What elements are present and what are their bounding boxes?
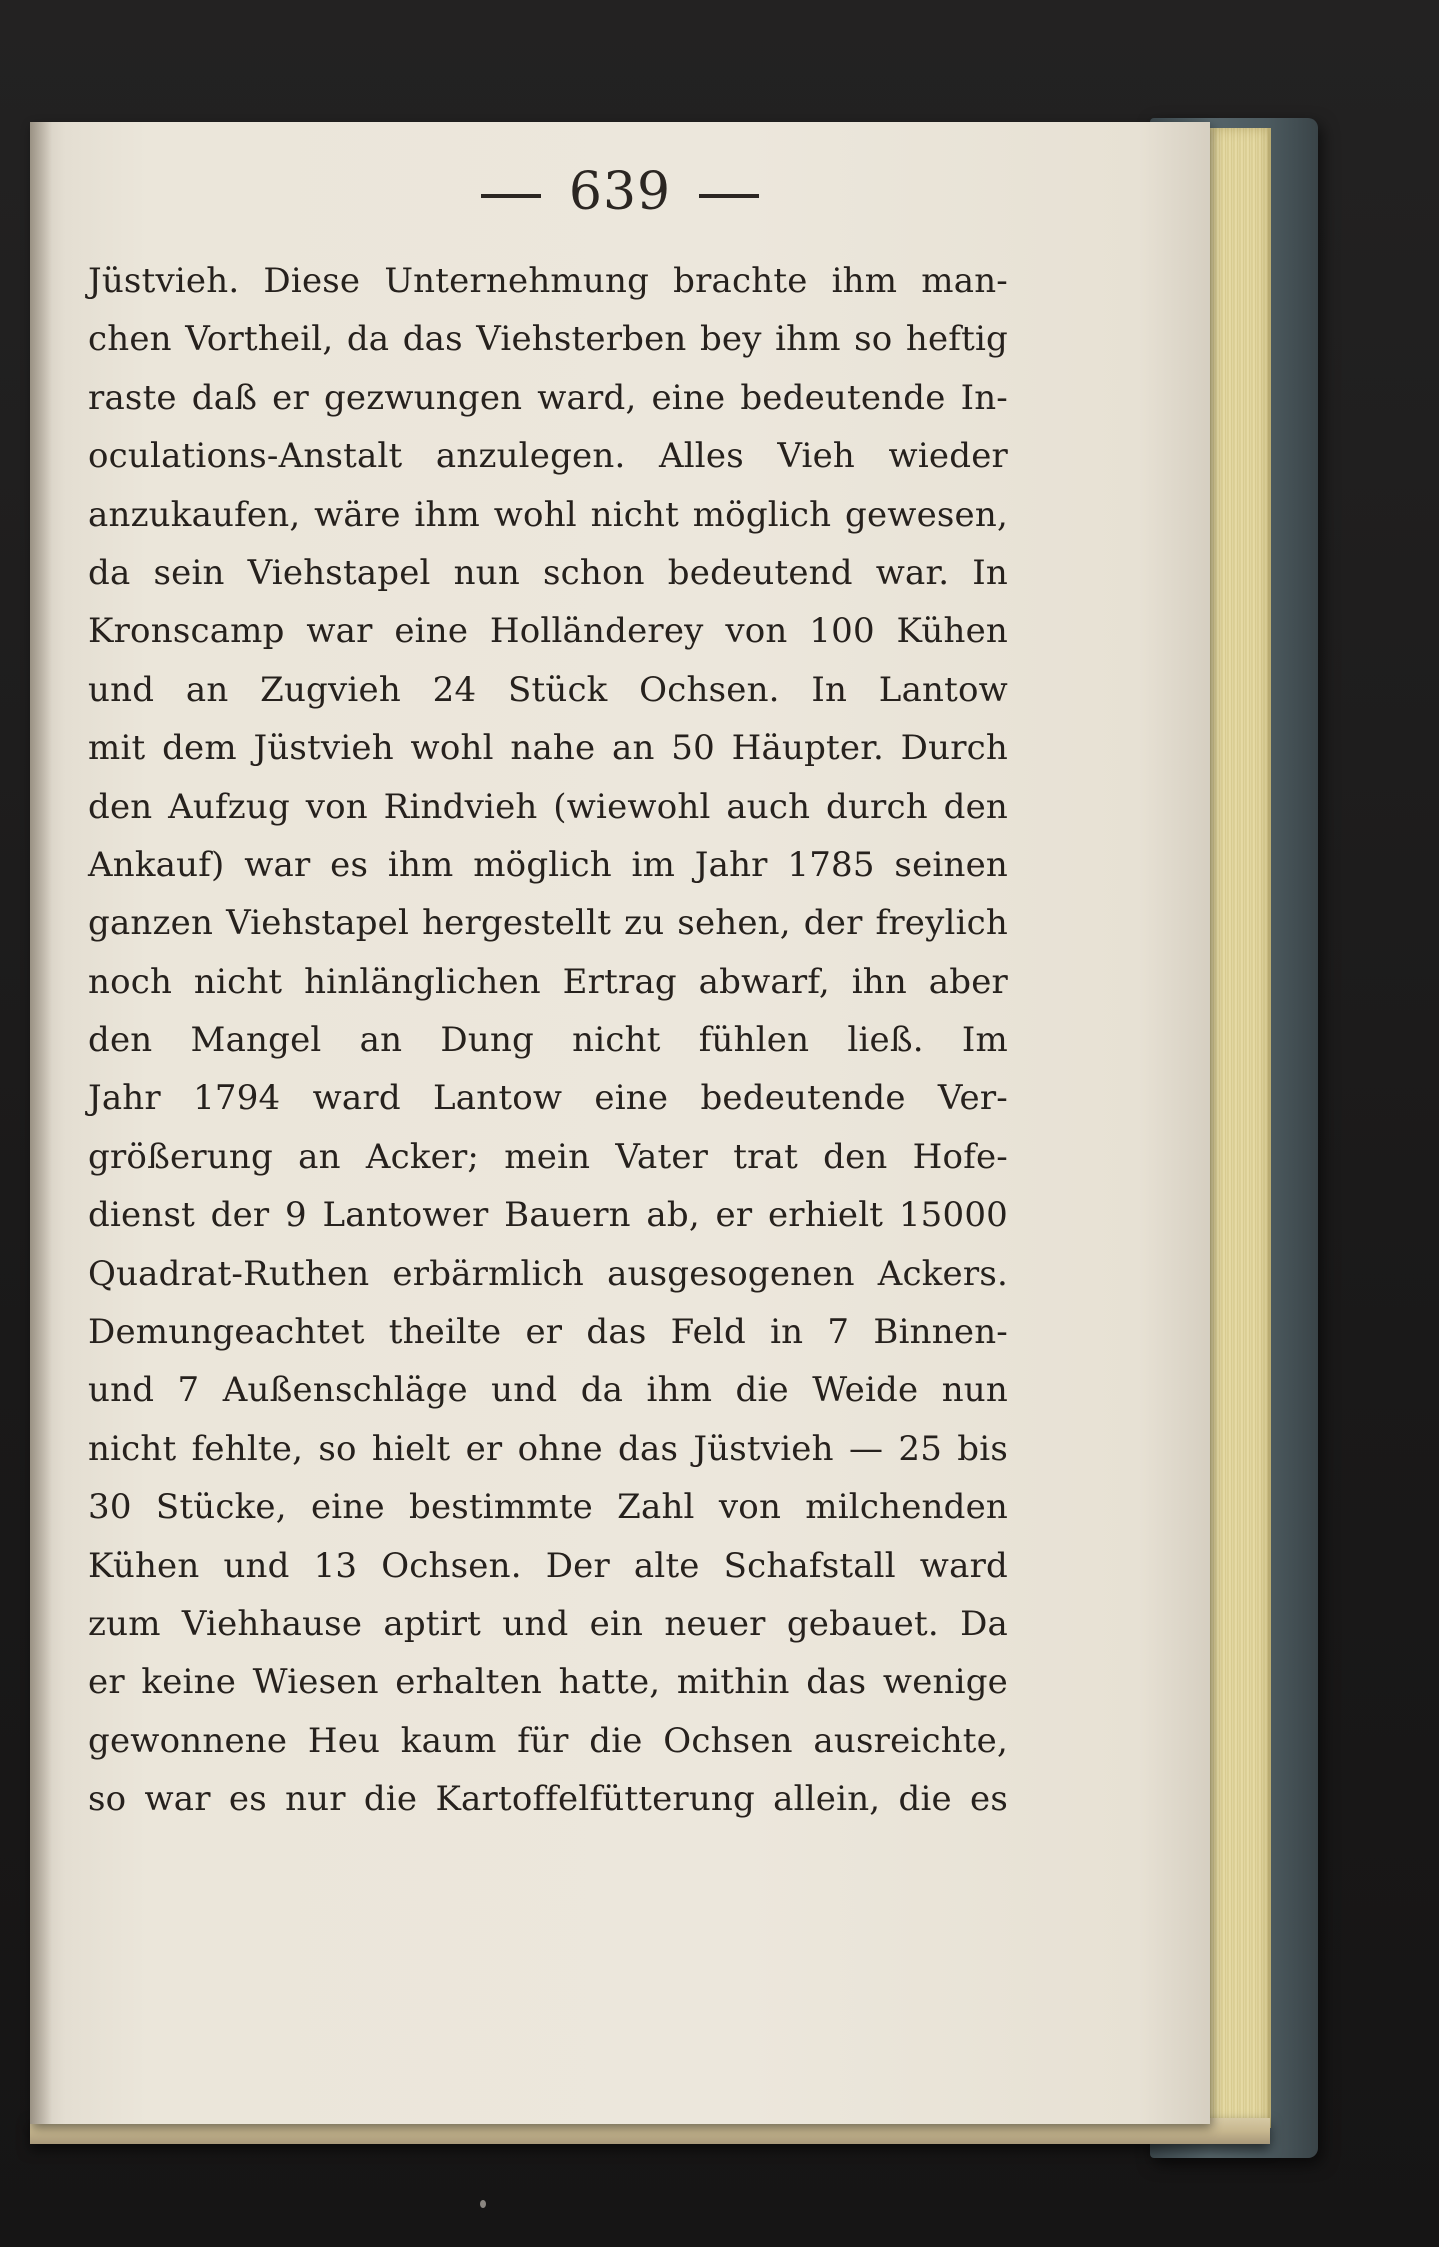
text-line: chen Vortheil, da das Viehsterben bey ihm so heftig (88, 319, 1008, 360)
body-text (88, 252, 1008, 1829)
text-line: Demungeachtet theilte er das Feld in 7 Binnen- (88, 1312, 1008, 1353)
header-dash-left (481, 194, 541, 198)
text-line: Ankauf) war es ihm möglich im Jahr 1785 seinen (88, 844, 1008, 885)
text-line: so war es nur die Kartoffelfütterung allein, die es (88, 1779, 1008, 1820)
text-line: gewonnene Heu kaum für die Ochsen ausreichte, (88, 1720, 1008, 1761)
text-line: Jahr 1794 ward Lantow eine bedeutende Ver- (88, 1078, 1008, 1119)
text-line: Kühen und 13 Ochsen. Der alte Schafstall ward (88, 1545, 1008, 1586)
text-line: Quadrat-Ruthen erbärmlich ausgesogenen Ackers. (88, 1253, 1008, 1294)
text-line: 30 Stücke, eine bestimmte Zahl von milchenden (88, 1487, 1008, 1528)
dust-speck (480, 2200, 486, 2208)
text-line: mit dem Jüstvieh wohl nahe an 50 Häupter. Durch (88, 728, 1008, 769)
text-line: und an Zugvieh 24 Stück Ochsen. In Lantow (88, 669, 1008, 710)
text-line: noch nicht hinlänglichen Ertrag abwarf, ihn aber (88, 961, 1008, 1002)
page-number: 639 (568, 162, 672, 222)
book-page (30, 122, 1210, 2124)
text-line: größerung an Acker; mein Vater trat den Hofe- (88, 1136, 1008, 1177)
text-line: raste daß er gezwungen ward, eine bedeutende In- (88, 377, 1008, 418)
text-line: ganzen Viehstapel hergestellt zu sehen, der freylich (88, 903, 1008, 944)
binding-shadow (30, 122, 52, 2124)
text-line: da sein Viehstapel nun schon bedeutend war. In (88, 552, 1008, 593)
text-line: nicht fehlte, so hielt er ohne das Jüstvieh — 25 bis (88, 1428, 1008, 1469)
text-line: den Mangel an Dung nicht fühlen ließ. Im (88, 1020, 1008, 1061)
page-header (30, 162, 1210, 222)
text-line: und 7 Außenschläge und da ihm die Weide nun (88, 1370, 1008, 1411)
text-line: zum Viehhause aptirt und ein neuer gebauet. Da (88, 1603, 1008, 1644)
header-dash-right (699, 194, 759, 198)
text-line: anzukaufen, wäre ihm wohl nicht möglich gewesen, (88, 494, 1008, 535)
text-line: Kronscamp war eine Holländerey von 100 Kühen (88, 611, 1008, 652)
text-line: oculations-Anstalt anzulegen. Alles Vieh wieder (88, 436, 1008, 477)
text-line: dienst der 9 Lantower Bauern ab, er erhielt 15000 (88, 1195, 1008, 1236)
text-line: er keine Wiesen erhalten hatte, mithin das wenige (88, 1662, 1008, 1703)
text-line: Jüstvieh. Diese Unternehmung brachte ihm man- (88, 261, 1008, 301)
text-line: den Aufzug von Rindvieh (wiewohl auch durch den (88, 786, 1008, 827)
